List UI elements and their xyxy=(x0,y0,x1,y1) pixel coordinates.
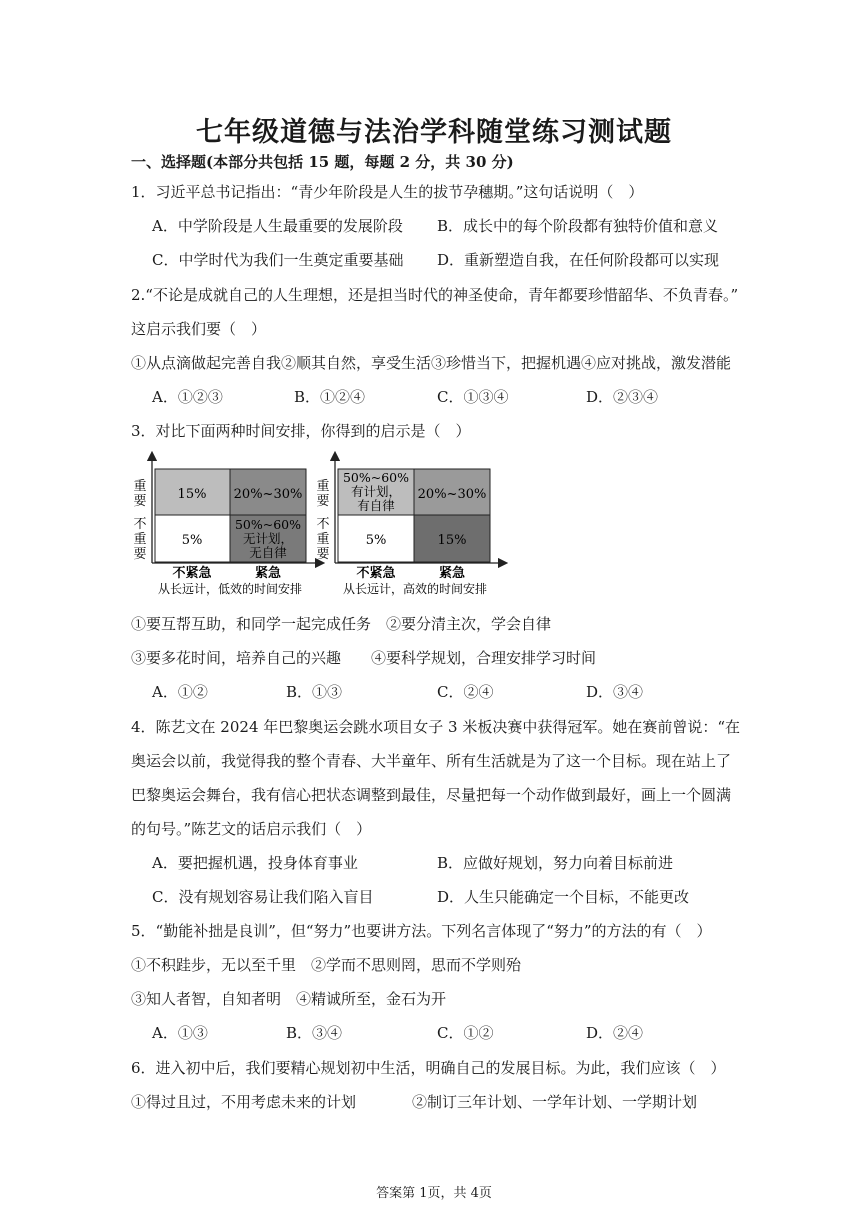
q2-option-b: B．①②④ xyxy=(294,388,366,406)
left-q-notimp-ur-2: 无计划， xyxy=(242,531,294,546)
right-matrix xyxy=(316,456,503,596)
right-caption: 从长远计，高效的时间安排 xyxy=(342,582,488,596)
q4-stem-line2: 奥运会以前，我觉得我的整个青春、大半童年、所有生活就是为了这一个目标。现在站上了 xyxy=(131,752,732,770)
left-matrix xyxy=(133,456,320,596)
q5-stem: 5．“勤能补拙是良训”，但“努力”也要讲方法。下列名言体现了“努力”的方法的有（ ） xyxy=(131,922,712,940)
q5-items-line2: ③知人者智，自知者明 ④精诚所至，金石为开 xyxy=(131,990,447,1008)
right-q-notimp-ur: 15% xyxy=(437,533,467,548)
q4-option-c: C．没有规划容易让我们陷入盲目 xyxy=(152,888,374,906)
q1-option-d: D．重新塑造自我，在任何阶段都可以实现 xyxy=(437,251,720,269)
q5-items-line1: ①不积跬步，无以至千里 ②学而不思则罔，思而不学则殆 xyxy=(131,956,522,974)
page-footer: 答案第 1页，共 4页 xyxy=(376,1186,492,1201)
left-ylabel-important-1: 重 xyxy=(133,479,147,494)
left-q-notimp-notur: 5% xyxy=(181,533,203,548)
left-q-notimp-ur-3: 无自律 xyxy=(249,545,287,560)
q2-items: ①从点滴做起完善自我②顺其自然，享受生活③珍惜当下，把握机遇④应对挑战，激发潜能 xyxy=(131,354,732,372)
q3-items-line2: ③要多花时间，培养自己的兴趣 ④要科学规划，合理安排学习时间 xyxy=(131,649,597,667)
right-ylabel-notimp-2: 重 xyxy=(316,532,330,547)
q3-stem: 3．对比下面两种时间安排，你得到的启示是（ ） xyxy=(131,422,471,440)
left-ylabel-important-2: 要 xyxy=(133,494,147,509)
q5-option-c: C．①② xyxy=(437,1024,494,1042)
right-ylabel-important-2: 要 xyxy=(316,494,330,509)
left-q-imp-ur: 20%~30% xyxy=(233,487,303,502)
left-ylabel-notimp-1: 不 xyxy=(133,517,147,532)
q4-option-a: A．要把握机遇，投身体育事业 xyxy=(152,854,358,872)
q4-stem-line4: 的句号。”陈艺文的话启示我们（ ） xyxy=(131,820,372,838)
q4-stem-line1: 4．陈艺文在 2024 年巴黎奥运会跳水项目女子 3 米板决赛中获得冠军。她在赛前曾说：“在 xyxy=(131,718,741,736)
q6-stem: 6．进入初中后，我们要精心规划初中生活，明确自己的发展目标。为此，我们应该（ ） xyxy=(131,1059,726,1077)
right-q-notimp-notur: 5% xyxy=(365,533,387,548)
left-caption: 从长远计，低效的时间安排 xyxy=(157,582,303,596)
q1-option-b: B．成长中的每个阶段都有独特价值和意义 xyxy=(437,217,719,235)
q1-stem: 1．习近平总书记指出：“青少年阶段是人生的拔节孕穗期。”这句话说明（ ） xyxy=(131,183,644,201)
q3-option-a: A．①② xyxy=(152,683,208,701)
q2-stem-line1: 2.“不论是成就自己的人生理想，还是担当时代的神圣使命，青年都要珍惜韶华、不负青春。” xyxy=(131,286,739,304)
q3-items-line1: ①要互帮互助，和同学一起完成任务 ②要分清主次，学会自律 xyxy=(131,615,552,633)
q1-option-a: A．中学阶段是人生最重要的发展阶段 xyxy=(152,217,403,235)
right-q-imp-notur-1: 50%~60% xyxy=(342,470,410,485)
q4-option-d: D．人生只能确定一个目标，不能更改 xyxy=(437,888,690,906)
left-q-notimp-ur-1: 50%~60% xyxy=(234,517,302,532)
q4-option-b: B．应做好规划，努力向着目标前进 xyxy=(437,854,674,872)
q3-option-c: C．②④ xyxy=(437,683,494,701)
q6-item-1: ①得过且过，不用考虑未来的计划 xyxy=(131,1093,357,1111)
right-q-imp-notur-2: 有计划， xyxy=(350,484,402,499)
left-ylabel-notimp-2: 重 xyxy=(133,532,147,547)
q2-option-d: D．②③④ xyxy=(586,388,659,406)
q3-option-b: B．①③ xyxy=(286,683,343,701)
left-xlabel-noturgent: 不紧急 xyxy=(172,566,212,581)
q5-option-a: A．①③ xyxy=(152,1024,208,1042)
q3-option-d: D．③④ xyxy=(586,683,644,701)
q5-option-b: B．③④ xyxy=(286,1024,343,1042)
section-heading: 一、选择题(本部分共包括 15 题，每题 2 分，共 30 分) xyxy=(131,153,514,171)
left-ylabel-notimp-3: 要 xyxy=(133,547,147,562)
left-xlabel-urgent: 紧急 xyxy=(254,566,282,581)
right-xlabel-noturgent: 不紧急 xyxy=(356,566,396,581)
page-title: 七年级道德与法治学科随堂练习测试题 xyxy=(196,117,672,148)
q6-item-2: ②制订三年计划、一学年计划、一学期计划 xyxy=(412,1093,698,1111)
q2-option-c: C．①③④ xyxy=(437,388,509,406)
q2-stem-line2: 这启示我们要（ ） xyxy=(131,320,267,338)
q5-option-d: D．②④ xyxy=(586,1024,644,1042)
right-ylabel-notimp-1: 不 xyxy=(316,517,330,532)
right-q-imp-notur-3: 有自律 xyxy=(357,498,395,513)
q2-option-a: A．①②③ xyxy=(152,388,223,406)
right-xlabel-urgent: 紧急 xyxy=(438,566,466,581)
time-matrix-figure xyxy=(130,450,510,600)
left-q-imp-notur: 15% xyxy=(177,487,207,502)
right-q-imp-ur: 20%~30% xyxy=(417,487,487,502)
q1-option-c: C．中学时代为我们一生奠定重要基础 xyxy=(152,251,404,269)
right-ylabel-notimp-3: 要 xyxy=(316,547,330,562)
right-ylabel-important-1: 重 xyxy=(316,479,330,494)
q4-stem-line3: 巴黎奥运会舞台，我有信心把状态调整到最佳，尽量把每一个动作做到最好，画上一个圆满 xyxy=(131,786,732,804)
